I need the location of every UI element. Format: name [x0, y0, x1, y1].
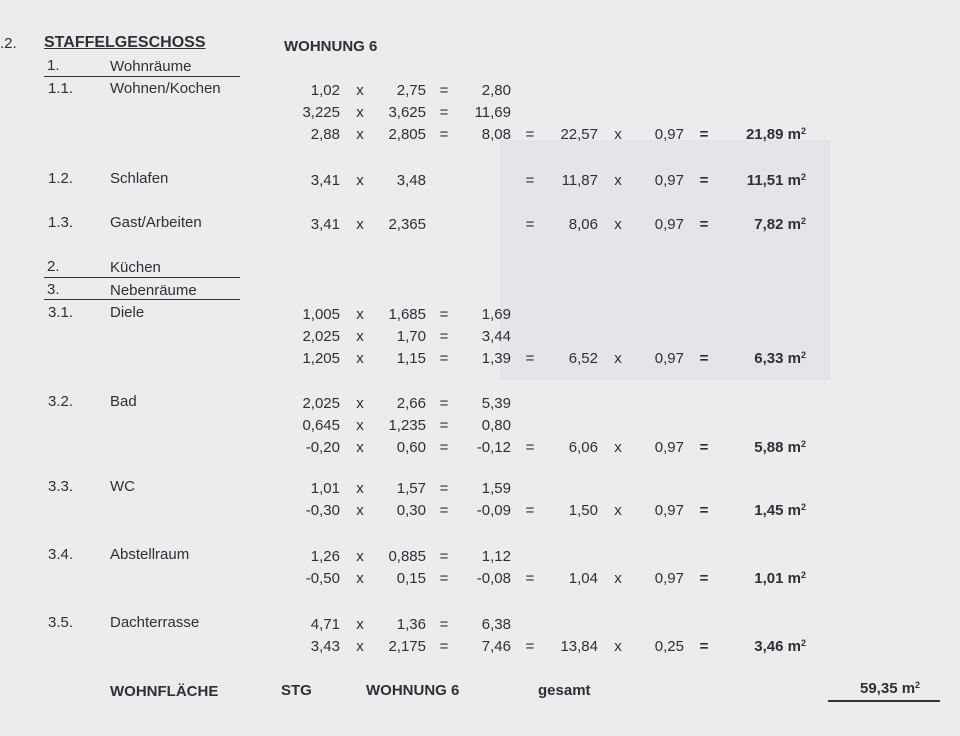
group-label: Küchen — [110, 259, 161, 276]
dimension-b: 2,365 — [388, 216, 426, 233]
sum-area: 13,84 — [560, 638, 598, 655]
partial-area: -0,09 — [476, 502, 511, 519]
room-result-value: 11,51 m — [746, 172, 801, 189]
times-sign: x — [356, 350, 364, 367]
equals-sign: = — [439, 638, 449, 655]
room-result-area — [724, 126, 806, 143]
room-result-sup: 2 — [800, 172, 806, 182]
room-result-sup: 2 — [800, 216, 806, 226]
sum-area: 8,06 — [568, 216, 598, 233]
room-result-value: 21,89 m — [745, 126, 801, 143]
dimension-b: 1,685 — [388, 306, 426, 323]
room-name: Schlafen — [110, 170, 169, 187]
dimension-a: 0,645 — [302, 417, 340, 434]
equals-sign: = — [525, 126, 535, 143]
partial-area: 1,39 — [481, 350, 511, 367]
room-result-area — [724, 172, 806, 189]
dimension-a: -0,20 — [305, 439, 340, 456]
total-area-sup: 2 — [915, 680, 921, 690]
room-number: 1.1. — [48, 80, 74, 97]
dimension-b: 0,30 — [396, 502, 426, 519]
reduction-factor: 0,25 — [654, 638, 684, 655]
section-title: STAFFELGESCHOSS — [44, 34, 206, 51]
dimension-b: 1,57 — [396, 480, 426, 497]
times-sign: x — [614, 172, 622, 189]
equals-sign: = — [439, 82, 449, 99]
partial-area: 5,39 — [481, 395, 511, 412]
times-sign: x — [356, 395, 364, 412]
room-result-value: 6,33 m — [754, 350, 801, 367]
room-result-value: 7,82 m — [754, 216, 801, 233]
equals-sign: = — [699, 172, 709, 189]
room-number: 3.4. — [48, 546, 74, 563]
room-result-sup: 2 — [800, 350, 806, 360]
equals-sign: = — [439, 439, 449, 456]
equals-sign: = — [699, 570, 709, 587]
times-sign: x — [356, 502, 364, 519]
dimension-b: 2,805 — [388, 126, 426, 143]
dimension-a: -0,50 — [305, 570, 340, 587]
times-sign: x — [356, 328, 364, 345]
room-number: 3.2. — [48, 393, 74, 410]
equals-sign: = — [439, 126, 449, 143]
room-result-sup: 2 — [800, 502, 806, 512]
dimension-a: 3,41 — [310, 216, 340, 233]
times-sign: x — [356, 216, 364, 233]
footer-unit: WOHNUNG 6 — [366, 682, 460, 699]
equals-sign: = — [525, 439, 535, 456]
dimension-a: 1,02 — [310, 82, 340, 99]
times-sign: x — [614, 350, 622, 367]
dimension-b: 3,48 — [396, 172, 426, 189]
dimension-b: 1,36 — [396, 616, 426, 633]
partial-area: 1,59 — [481, 480, 511, 497]
partial-area: 3,44 — [481, 328, 511, 345]
footer-label: WOHNFLÄCHE — [110, 683, 219, 700]
dimension-b: 2,75 — [396, 82, 426, 99]
room-number: 3.1. — [48, 304, 74, 321]
group-number: 1. — [47, 57, 60, 74]
room-result-area — [724, 439, 806, 456]
dimension-b: 0,885 — [388, 548, 426, 565]
room-result-value: 1,01 m — [754, 570, 801, 587]
times-sign: x — [356, 616, 364, 633]
equals-sign: = — [439, 395, 449, 412]
times-sign: x — [356, 126, 364, 143]
times-sign: x — [614, 638, 622, 655]
partial-area: 1,69 — [481, 306, 511, 323]
dimension-a: 3,225 — [302, 104, 340, 121]
equals-sign: = — [525, 502, 535, 519]
group-label: Nebenräume — [110, 282, 197, 299]
total-area-value: 59,35 m — [860, 680, 916, 697]
dimension-a: 3,43 — [310, 638, 340, 655]
room-name: Abstellraum — [110, 546, 190, 563]
times-sign: x — [356, 82, 364, 99]
sum-area: 22,57 — [560, 126, 598, 143]
equals-sign: = — [525, 570, 535, 587]
reduction-factor: 0,97 — [654, 502, 684, 519]
room-result-sup: 2 — [800, 570, 806, 580]
equals-sign: = — [439, 328, 449, 345]
dimension-a: 2,88 — [310, 126, 340, 143]
equals-sign: = — [699, 502, 709, 519]
dimension-a: 1,205 — [302, 350, 340, 367]
dimension-a: 4,71 — [310, 616, 340, 633]
room-name: Dachterrasse — [110, 614, 200, 631]
room-name: Wohnen/Kochen — [110, 80, 221, 97]
room-result-value: 3,46 m — [754, 638, 801, 655]
dimension-b: 1,15 — [396, 350, 426, 367]
reduction-factor: 0,97 — [654, 216, 684, 233]
dimension-b: 3,625 — [388, 104, 426, 121]
dimension-b: 0,15 — [396, 570, 426, 587]
sum-area: 6,06 — [568, 439, 598, 456]
dimension-b: 1,70 — [396, 328, 426, 345]
room-result-area — [724, 502, 806, 519]
reduction-factor: 0,97 — [654, 570, 684, 587]
partial-area: 8,08 — [481, 126, 511, 143]
partial-area: -0,08 — [476, 570, 511, 587]
equals-sign: = — [699, 350, 709, 367]
partial-area: 7,46 — [481, 638, 511, 655]
room-result-area — [724, 570, 806, 587]
sum-area: 1,50 — [568, 502, 598, 519]
times-sign: x — [614, 570, 622, 587]
dimension-a: 2,025 — [302, 395, 340, 412]
room-number: 3.5. — [48, 614, 74, 631]
total-underline — [828, 700, 940, 702]
dimension-a: -0,30 — [305, 502, 340, 519]
sum-area: 1,04 — [568, 570, 598, 587]
equals-sign: = — [439, 502, 449, 519]
reduction-factor: 0,97 — [654, 439, 684, 456]
times-sign: x — [614, 502, 622, 519]
equals-sign: = — [439, 306, 449, 323]
times-sign: x — [614, 126, 622, 143]
room-name: WC — [110, 478, 135, 495]
equals-sign: = — [525, 350, 535, 367]
reduction-factor: 0,97 — [654, 126, 684, 143]
dimension-a: 1,005 — [302, 306, 340, 323]
footer-stg: STG — [281, 682, 312, 699]
dimension-a: 2,025 — [302, 328, 340, 345]
dimension-b: 2,175 — [388, 638, 426, 655]
partial-area: 2,80 — [481, 82, 511, 99]
group-number: 2. — [47, 258, 60, 275]
group-label: Wohnräume — [110, 58, 192, 75]
equals-sign: = — [525, 216, 535, 233]
reduction-factor: 0,97 — [654, 172, 684, 189]
group-underline — [44, 76, 240, 77]
group-underline — [44, 299, 240, 300]
times-sign: x — [356, 548, 364, 565]
room-result-sup: 2 — [800, 439, 806, 449]
equals-sign: = — [439, 480, 449, 497]
times-sign: x — [356, 439, 364, 456]
room-result-value: 5,88 m — [754, 439, 801, 456]
sum-area: 6,52 — [568, 350, 598, 367]
times-sign: x — [356, 480, 364, 497]
room-result-sup: 2 — [800, 126, 806, 136]
partial-area: 6,38 — [481, 616, 511, 633]
times-sign: x — [614, 216, 622, 233]
equals-sign: = — [439, 417, 449, 434]
room-result-value: 1,45 m — [754, 502, 801, 519]
room-result-area — [724, 350, 806, 367]
room-number: 3.3. — [48, 478, 74, 495]
dimension-a: 1,26 — [310, 548, 340, 565]
times-sign: x — [356, 306, 364, 323]
room-name: Gast/Arbeiten — [110, 214, 202, 231]
dimension-a: 3,41 — [310, 172, 340, 189]
room-number: 1.2. — [48, 170, 74, 187]
times-sign: x — [356, 570, 364, 587]
group-number: 3. — [47, 281, 60, 298]
equals-sign: = — [439, 570, 449, 587]
total-area — [860, 680, 920, 697]
room-name: Diele — [110, 304, 145, 321]
times-sign: x — [356, 417, 364, 434]
partial-area: 11,69 — [474, 104, 511, 121]
reduction-factor: 0,97 — [654, 350, 684, 367]
unit-title: WOHNUNG 6 — [284, 38, 378, 55]
room-result-area — [724, 638, 806, 655]
times-sign: x — [356, 104, 364, 121]
room-result-sup: 2 — [800, 638, 806, 648]
partial-area: -0,12 — [476, 439, 511, 456]
section-number: .2. — [0, 35, 17, 52]
equals-sign: = — [439, 548, 449, 565]
equals-sign: = — [525, 172, 535, 189]
room-result-area — [724, 216, 806, 233]
dimension-b: 1,235 — [388, 417, 426, 434]
equals-sign: = — [699, 126, 709, 143]
equals-sign: = — [525, 638, 535, 655]
footer-gesamt: gesamt — [538, 682, 591, 699]
equals-sign: = — [439, 104, 449, 121]
room-number: 1.3. — [48, 214, 74, 231]
equals-sign: = — [439, 616, 449, 633]
sum-area: 11,87 — [561, 172, 598, 189]
equals-sign: = — [439, 350, 449, 367]
room-name: Bad — [110, 393, 137, 410]
times-sign: x — [356, 638, 364, 655]
partial-area: 0,80 — [481, 417, 511, 434]
equals-sign: = — [699, 439, 709, 456]
dimension-b: 0,60 — [396, 439, 426, 456]
times-sign: x — [614, 439, 622, 456]
partial-area: 1,12 — [481, 548, 511, 565]
dimension-a: 1,01 — [310, 480, 340, 497]
equals-sign: = — [699, 216, 709, 233]
equals-sign: = — [699, 638, 709, 655]
dimension-b: 2,66 — [396, 395, 426, 412]
group-underline — [44, 277, 240, 278]
times-sign: x — [356, 172, 364, 189]
